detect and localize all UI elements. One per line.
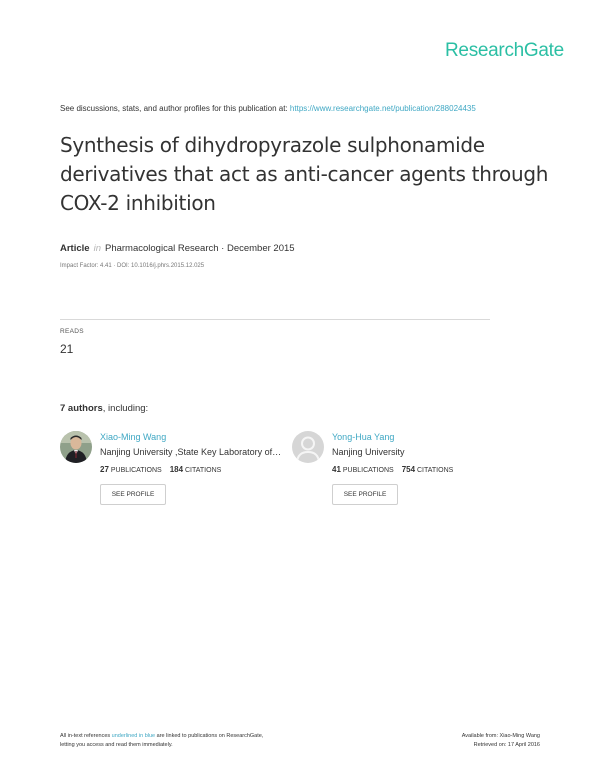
author-stats bbox=[100, 465, 221, 474]
see-profile-button[interactable]: SEE PROFILE bbox=[100, 484, 166, 505]
journal-date[interactable]: Pharmacological Research · December 2015 bbox=[104, 243, 295, 254]
in-word: in bbox=[93, 243, 101, 254]
retrieved-on: Retrieved on: 17 April 2016 bbox=[473, 742, 540, 748]
publication-url-link[interactable]: https://www.researchgate.net/publication/288024435 bbox=[289, 104, 476, 113]
authors-suffix: , including: bbox=[102, 403, 149, 414]
author-affiliation: Nanjing University bbox=[332, 447, 405, 457]
footer-line-2: letting you access and read them immediately. bbox=[60, 742, 173, 748]
author-card bbox=[60, 431, 300, 511]
footer-text: are linked to publications on ResearchGate, bbox=[156, 733, 264, 739]
researchgate-logo[interactable]: ResearchGate bbox=[445, 40, 564, 61]
footer-line-1 bbox=[60, 732, 263, 741]
author-name-link[interactable]: Xiao-Ming Wang bbox=[100, 432, 167, 442]
publications-label: PUBLICATIONS bbox=[342, 467, 394, 474]
avatar[interactable] bbox=[60, 431, 92, 463]
citations-count: 184 bbox=[169, 465, 184, 474]
footer-note bbox=[60, 732, 263, 750]
discussion-prefix: See discussions, stats, and author profiles for this publication at: bbox=[60, 104, 288, 113]
publication-meta bbox=[60, 243, 295, 254]
footer-text: All in-text references bbox=[60, 733, 111, 739]
citations-count: 754 bbox=[401, 465, 416, 474]
reads-count: 21 bbox=[60, 342, 74, 356]
footer-availability bbox=[380, 732, 540, 750]
publication-type: Article bbox=[60, 243, 90, 254]
publications-label: PUBLICATIONS bbox=[110, 467, 162, 474]
publications-count: 41 bbox=[332, 465, 341, 474]
citations-label: CITATIONS bbox=[185, 467, 222, 474]
see-profile-button[interactable]: SEE PROFILE bbox=[332, 484, 398, 505]
author-stats bbox=[332, 465, 453, 474]
authors-count: 7 authors bbox=[60, 403, 103, 414]
author-affiliation: Nanjing University ,State Key Laboratory of… bbox=[100, 447, 282, 457]
available-from: Available from: Xiao-Ming Wang bbox=[461, 733, 540, 739]
publication-title: Synthesis of dihydropyrazole sulphonamide derivatives that act as anti-cancer agents through COX-2 inhibition bbox=[60, 133, 549, 215]
citations-label: CITATIONS bbox=[417, 467, 454, 474]
reads-label: READS bbox=[60, 328, 84, 335]
underlined-in-blue-text: underlined in blue bbox=[111, 733, 156, 739]
discussion-line bbox=[60, 104, 476, 113]
author-name-link[interactable]: Yong-Hua Yang bbox=[332, 432, 395, 442]
divider bbox=[60, 319, 490, 320]
default-user-icon[interactable] bbox=[292, 431, 324, 463]
authors-heading bbox=[60, 403, 148, 414]
impact-doi-line: Impact Factor: 4.41 · DOI: 10.1016/j.phrs.2015.12.025 bbox=[60, 263, 205, 269]
author-card bbox=[292, 431, 532, 511]
publications-count: 27 bbox=[100, 465, 109, 474]
